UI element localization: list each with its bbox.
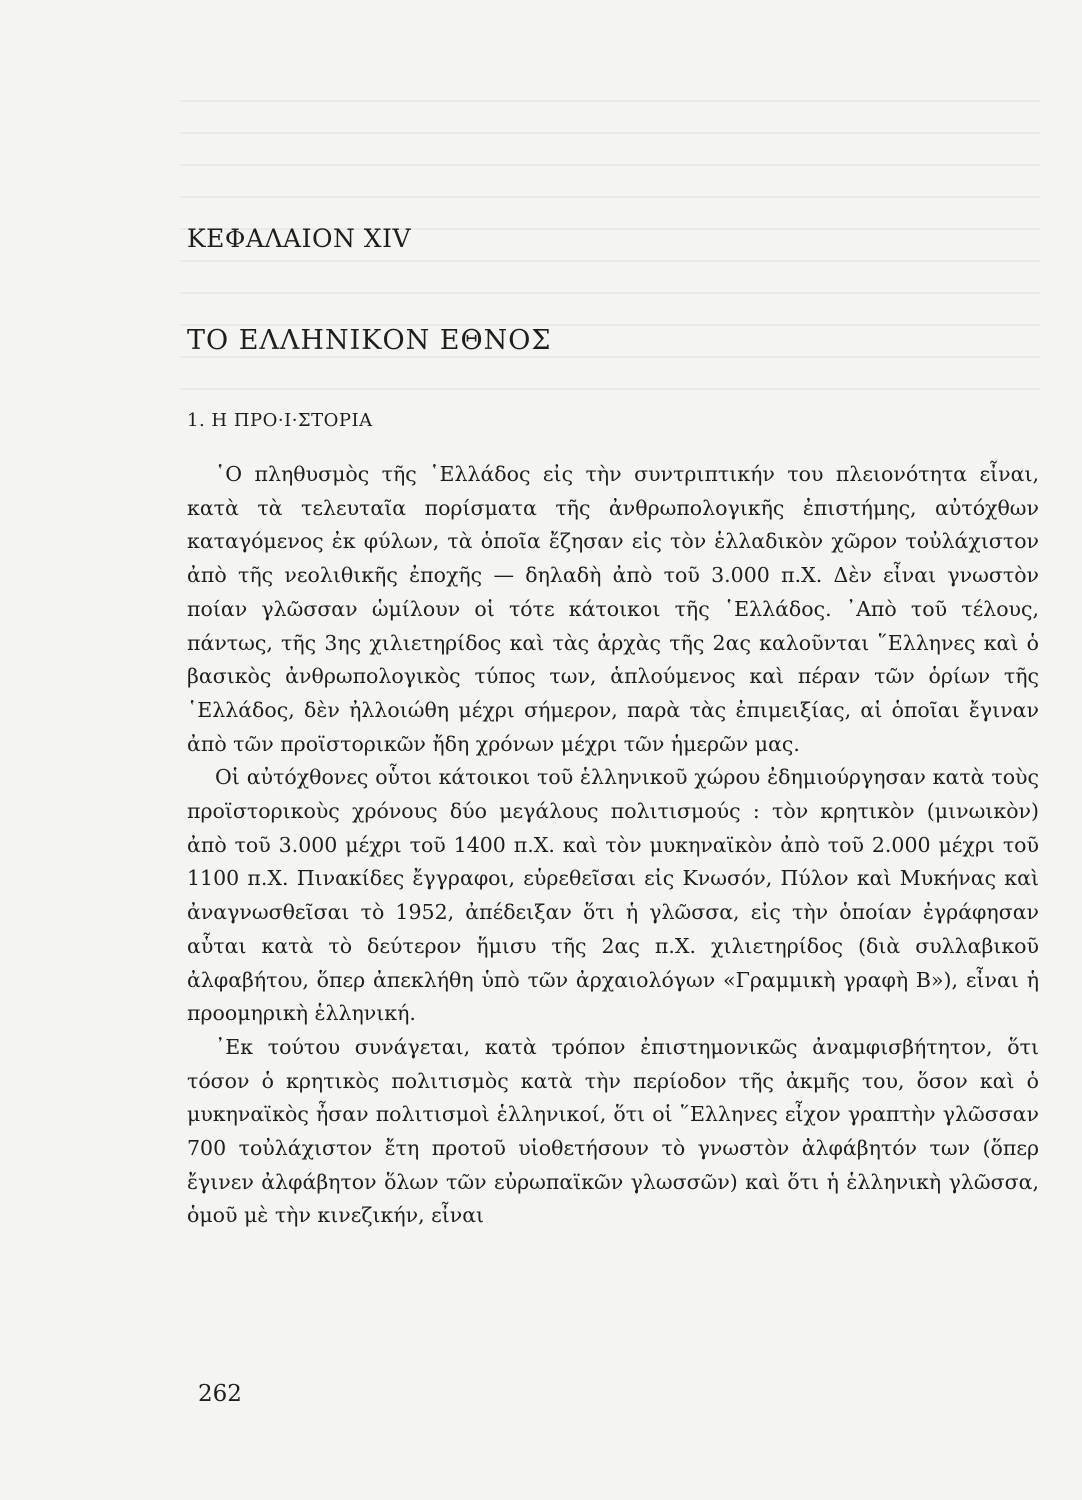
- body-text: [187, 458, 1039, 1233]
- chapter-title: ΤΟ ΕΛΛΗΝΙΚΟΝ ΕΘΝΟΣ: [187, 325, 552, 356]
- paragraph-2: Οἱ αὐτόχθονες οὗτοι κάτοικοι τοῦ ἑλληνικοῦ χώρου ἐδημιούργησαν κατὰ τοὺς προϊστορικοὺς χρόνους δύο μεγάλους πολιτισμούς : τὸν κρητικὸν (μινωικὸν) ἀπὸ τοῦ 3.000 μέχρι τοῦ 1400 π.Χ. καὶ τὸν μυκηναϊκὸν ἀπὸ τοῦ 2.000 μέχρι τοῦ 1100 π.Χ. Πινακίδες ἔγγραφοι, εὑρεθεῖσαι εἰς Κνωσόν, Πύλον καὶ Μυκήνας καὶ ἀναγνωσθεῖσαι τὸ 1952, ἀπέδειξαν ὅτι ἡ γλῶσσα, εἰς τὴν ὁποίαν ἐγράφησαν αὗται κατὰ τὸ δεύτερον ἥμισυ τῆς 2ας π.Χ. χιλιετηρίδος (διὰ συλλαβικοῦ ἀλφαβήτου, ὅπερ ἀπεκλήθη ὑπὸ τῶν ἀρχαιολόγων «Γραμμικὴ γραφὴ Β»), εἶναι ἡ προομηρικὴ ἑλληνική.: [187, 765, 1039, 1026]
- paragraph-1: ῾Ο πληθυσμὸς τῆς ῾Ελλάδος εἰς τὴν συντριπτικήν του πλειονότητα εἶναι, κατὰ τὰ τελευταῖα πορίσματα τῆς ἀνθρωπολογικῆς ἐπιστήμης, αὐτόχθων καταγόμενος ἐκ φύλων, τὰ ὁποῖα ἔζησαν εἰς τὸν ἑλλαδικὸν χῶρον τοὐλάχιστον ἀπὸ τῆς νεολιθικῆς ἐποχῆς — δηλαδὴ ἀπὸ τοῦ 3.000 π.Χ. Δὲν εἶναι γνωστὸν ποίαν γλῶσσαν ὡμίλουν οἱ τότε κάτοικοι τῆς ῾Ελλάδος. ᾿Απὸ τοῦ τέλους, πάντως, τῆς 3ης χιλιετηρίδος καὶ τὰς ἀρχὰς τῆς 2ας καλοῦνται ῞Ελληνες καὶ ὁ βασικὸς ἀνθρωπολογικὸς τύπος των, ἁπλούμενος καὶ πέραν τῶν ὁρίων τῆς ῾Ελλάδος, δὲν ἠλλοιώθη μέχρι σήμερον, παρὰ τὰς ἐπιμειξίας, αἱ ὁποῖαι ἔγιναν ἀπὸ τῶν προϊστορικῶν ἤδη χρόνων μέχρι τῶν ἡμερῶν μας.: [187, 462, 1039, 756]
- page-number: 262: [198, 1381, 242, 1407]
- section-heading: 1. Η ΠΡΟ·Ι·ΣΤΟΡΙΑ: [187, 410, 373, 431]
- chapter-label: ΚΕΦΑΛΑΙΟΝ XIV: [187, 224, 412, 253]
- paragraph-3: ᾿Εκ τούτου συνάγεται, κατὰ τρόπον ἐπιστημονικῶς ἀναμφισβήτητον, ὅτι τόσον ὁ κρητικὸς πολιτισμὸς κατὰ τὴν περίοδον τῆς ἀκμῆς του, ὅσον καὶ ὁ μυκηναϊκὸς ἦσαν πολιτισμοὶ ἑλληνικοί, ὅτι οἱ ῞Ελληνες εἶχον γραπτὴν γλῶσσαν 700 τοὐλάχιστον ἔτη προτοῦ υἱοθετήσουν τὸ γνωστὸν ἀλφάβητόν των (ὅπερ ἔγινεν ἀλφάβητον ὅλων τῶν εὐρωπαϊκῶν γλωσσῶν) καὶ ὅτι ἡ ἑλληνικὴ γλῶσσα, ὁμοῦ μὲ τὴν κινεζικήν, εἶναι: [187, 1034, 1039, 1228]
